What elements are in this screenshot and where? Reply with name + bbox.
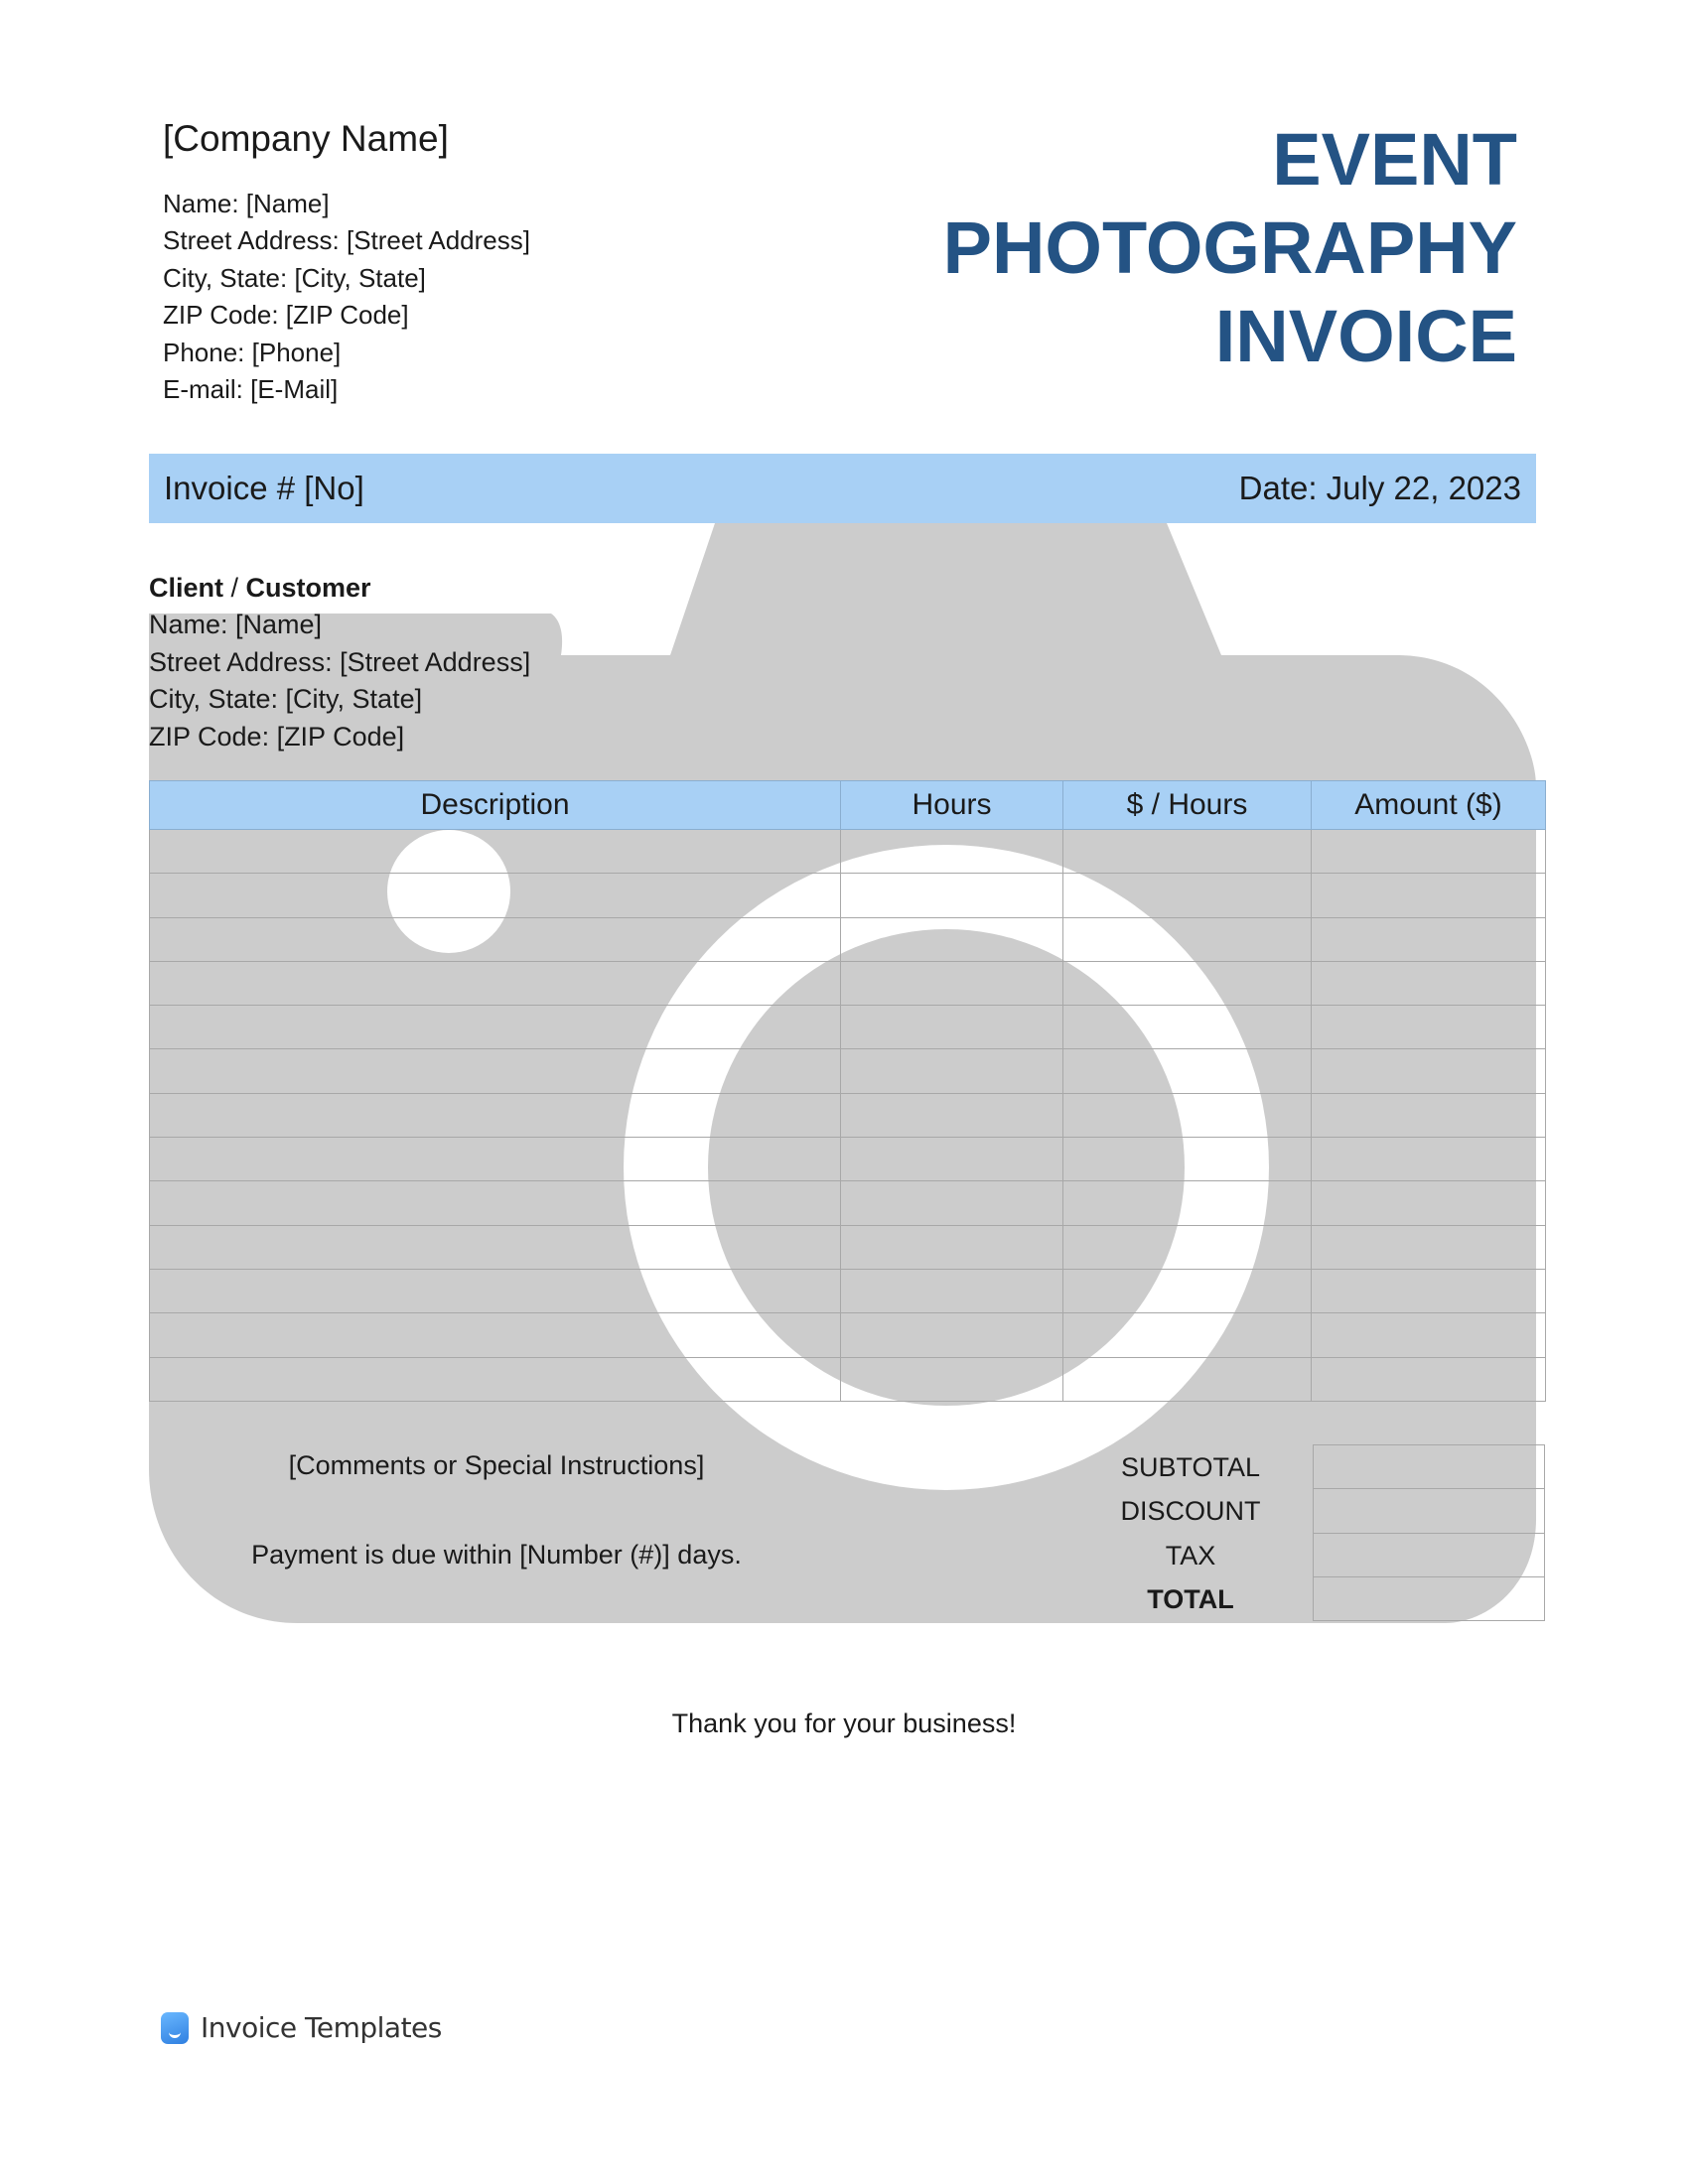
- cell-amount[interactable]: [1312, 1357, 1546, 1401]
- sender-email: E-mail: [E-Mail]: [163, 373, 339, 404]
- cell-rate[interactable]: [1063, 1049, 1312, 1093]
- column-header-rate: $ / Hours: [1063, 781, 1312, 830]
- client-zip: ZIP Code: [ZIP Code]: [149, 721, 405, 751]
- cell-hours[interactable]: [841, 1006, 1063, 1049]
- cell-rate[interactable]: [1063, 1181, 1312, 1225]
- cell-hours[interactable]: [841, 1181, 1063, 1225]
- cell-description[interactable]: [150, 1225, 841, 1269]
- sender-name: Name: [Name]: [163, 189, 330, 218]
- cell-rate[interactable]: [1063, 1006, 1312, 1049]
- totals-table: [1313, 1444, 1545, 1621]
- title-line-2: PHOTOGRAPHY: [942, 206, 1517, 289]
- cell-amount[interactable]: [1312, 1138, 1546, 1181]
- total-value-cell[interactable]: [1314, 1576, 1545, 1620]
- cell-hours[interactable]: [841, 1225, 1063, 1269]
- title-line-1: EVENT: [1272, 118, 1517, 201]
- subtotal-value-cell[interactable]: [1314, 1445, 1545, 1489]
- payment-terms-text: Payment is due within [Number (#)] days.: [251, 1540, 742, 1570]
- table-row: [150, 1049, 1546, 1093]
- sender-street: Street Address: [Street Address]: [163, 225, 530, 256]
- cell-description[interactable]: [150, 1093, 841, 1137]
- cell-description[interactable]: [150, 1006, 841, 1049]
- cell-description[interactable]: [150, 1313, 841, 1357]
- cell-description[interactable]: [150, 874, 841, 917]
- cell-hours[interactable]: [841, 1093, 1063, 1137]
- table-row: [150, 1313, 1546, 1357]
- table-row: [150, 1093, 1546, 1137]
- title-line-3: INVOICE: [1214, 295, 1517, 377]
- cell-description[interactable]: [150, 830, 841, 874]
- cell-hours[interactable]: [841, 874, 1063, 917]
- cell-amount[interactable]: [1312, 830, 1546, 874]
- cell-hours[interactable]: [841, 961, 1063, 1005]
- cell-description[interactable]: [150, 1181, 841, 1225]
- cell-description[interactable]: [150, 1138, 841, 1181]
- table-row: [150, 961, 1546, 1005]
- table-row: [150, 830, 1546, 874]
- cell-amount[interactable]: [1312, 1181, 1546, 1225]
- invoice-templates-logo-icon: [161, 2012, 189, 2044]
- company-name: [Company Name]: [163, 118, 449, 159]
- cell-rate[interactable]: [1063, 830, 1312, 874]
- cell-hours[interactable]: [841, 917, 1063, 961]
- invoice-number: Invoice # [No]: [164, 470, 364, 506]
- cell-hours[interactable]: [841, 1138, 1063, 1181]
- cell-amount[interactable]: [1312, 1225, 1546, 1269]
- cell-rate[interactable]: [1063, 917, 1312, 961]
- cell-rate[interactable]: [1063, 1357, 1312, 1401]
- client-street: Street Address: [Street Address]: [149, 646, 531, 677]
- cell-rate[interactable]: [1063, 961, 1312, 1005]
- total-label: TOTAL: [1147, 1583, 1234, 1614]
- cell-description[interactable]: [150, 1049, 841, 1093]
- brand-footer: [161, 2011, 442, 2044]
- cell-hours[interactable]: [841, 1049, 1063, 1093]
- table-row: [150, 917, 1546, 961]
- client-city-state: City, State: [City, State]: [149, 684, 423, 715]
- table-header-row: [150, 781, 1546, 830]
- tax-value-cell[interactable]: [1314, 1533, 1545, 1576]
- cell-amount[interactable]: [1312, 1313, 1546, 1357]
- discount-value-cell[interactable]: [1314, 1489, 1545, 1533]
- discount-label: DISCOUNT: [1120, 1496, 1261, 1527]
- cell-amount[interactable]: [1312, 1049, 1546, 1093]
- sender-address-block: [163, 186, 530, 408]
- cell-rate[interactable]: [1063, 874, 1312, 917]
- cell-amount[interactable]: [1312, 1093, 1546, 1137]
- table-row: [150, 1006, 1546, 1049]
- table-row: [150, 1269, 1546, 1312]
- table-row: [150, 1138, 1546, 1181]
- line-items-body: [150, 830, 1546, 1402]
- column-header-description: Description: [150, 781, 841, 830]
- cell-hours[interactable]: [841, 1357, 1063, 1401]
- tax-label: TAX: [1165, 1540, 1216, 1570]
- cell-rate[interactable]: [1063, 1313, 1312, 1357]
- cell-amount[interactable]: [1312, 874, 1546, 917]
- cell-amount[interactable]: [1312, 917, 1546, 961]
- client-heading: [149, 570, 530, 607]
- invoice-date: Date: July 22, 2023: [1238, 470, 1521, 506]
- client-heading-separator: /: [223, 573, 246, 603]
- client-heading-customer: Customer: [245, 573, 371, 603]
- sender-phone: Phone: [Phone]: [163, 337, 342, 367]
- cell-rate[interactable]: [1063, 1269, 1312, 1312]
- subtotal-label: SUBTOTAL: [1120, 1452, 1261, 1482]
- document-title: [822, 115, 1517, 380]
- thank-you-message: Thank you for your business!: [671, 1708, 1017, 1738]
- cell-description[interactable]: [150, 1357, 841, 1401]
- sender-zip: ZIP Code: [ZIP Code]: [163, 300, 409, 331]
- totals-labels: [1066, 1445, 1315, 1621]
- line-items-table: [149, 780, 1546, 1402]
- client-name: Name: [Name]: [149, 610, 323, 640]
- sender-city-state: City, State: [City, State]: [163, 262, 426, 293]
- table-row: [150, 1225, 1546, 1269]
- column-header-hours: Hours: [841, 781, 1063, 830]
- column-header-amount: Amount ($): [1312, 781, 1546, 830]
- cell-hours[interactable]: [841, 1269, 1063, 1312]
- client-heading-client: Client: [149, 573, 224, 603]
- cell-description[interactable]: [150, 961, 841, 1005]
- cell-hours[interactable]: [841, 830, 1063, 874]
- client-address-block: [149, 570, 530, 755]
- cell-description[interactable]: [150, 1269, 841, 1312]
- table-row: [150, 874, 1546, 917]
- cell-description[interactable]: [150, 917, 841, 961]
- cell-rate[interactable]: [1063, 1225, 1312, 1269]
- brand-name: Invoice Templates: [201, 2011, 442, 2044]
- cell-rate[interactable]: [1063, 1093, 1312, 1137]
- table-row: [150, 1181, 1546, 1225]
- cell-hours[interactable]: [841, 1313, 1063, 1357]
- cell-amount[interactable]: [1312, 1006, 1546, 1049]
- table-row: [150, 1357, 1546, 1401]
- comments-text: [Comments or Special Instructions]: [288, 1450, 705, 1480]
- cell-rate[interactable]: [1063, 1138, 1312, 1181]
- cell-amount[interactable]: [1312, 1269, 1546, 1312]
- cell-amount[interactable]: [1312, 961, 1546, 1005]
